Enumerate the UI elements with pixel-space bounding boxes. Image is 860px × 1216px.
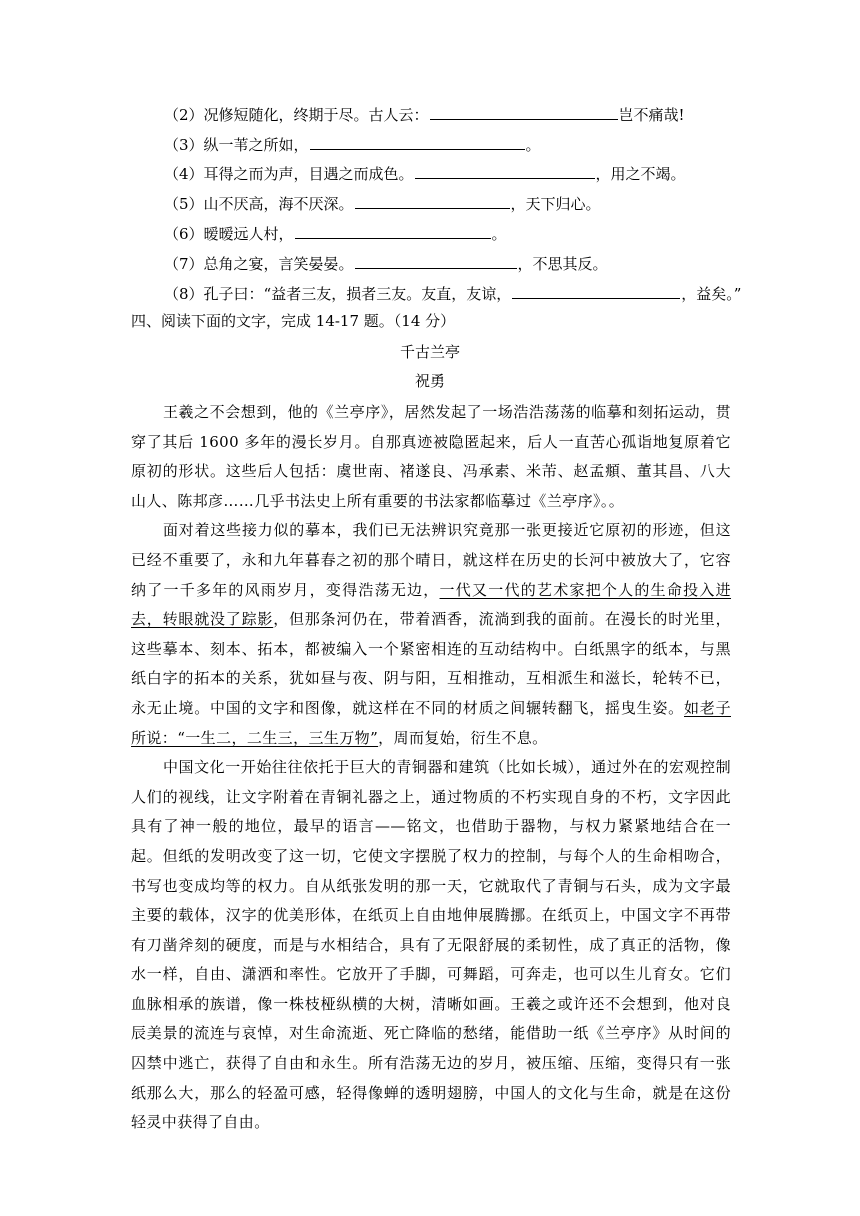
- fill-item-4: （4）耳得之而为声，目遇之而成色。 ，用之不竭。: [164, 165, 686, 183]
- answer-blank[interactable]: [415, 163, 595, 179]
- article-title: 千古兰亭: [399, 343, 460, 361]
- answer-blank[interactable]: [512, 283, 680, 299]
- underlined-sentence-2: 如老子所说：“一生二，二生三，三生万物”: [131, 698, 731, 747]
- fill-item-6: （6）暧暧远人村， 。: [164, 225, 507, 243]
- underlined-sentence-1: 一代又一代的艺术家把个人的生命投入进去，转眼就没了踪影: [131, 580, 732, 629]
- fill-item-7: （7）总角之宴，言笑晏晏。 ，不思其反。: [164, 255, 608, 273]
- answer-blank[interactable]: [295, 223, 491, 239]
- fill-item-8: （8）孔子曰：“益者三友，损者三友。友直，友谅， ，益矣。”: [164, 285, 742, 303]
- article-author: 祝勇: [414, 372, 445, 390]
- fill-item-5: （5）山不厌高，海不厌深。 ，天下归心。: [164, 195, 601, 213]
- answer-blank[interactable]: [430, 104, 618, 120]
- answer-blank[interactable]: [355, 193, 510, 209]
- answer-blank[interactable]: [355, 253, 517, 269]
- paragraph-1: 王羲之不会想到，他的《兰亭序》，居然发起了一场浩浩荡荡的临摹和刻拓运动，贯穿了其后 1600 多年的漫长岁月。自那真迹被隐匿起来，后人一直苦心孤诣地复原着它原初的形状。这些后人包括：虞世南、褚遂良、冯承素、米芾、赵孟頫、董其昌、八大山人、陈邦彦……几乎书法史上所有重要的书法家都临摹过《兰亭序》。。: [131, 403, 731, 510]
- paragraph-3: 中国文化一开始往往依托于巨大的青铜器和建筑（比如长城），通过外在的宏观控制人们的视线，让文字附着在青铜礼器之上，通过物质的不朽实现自身的不朽，文字因此具有了神一般的地位，最早的语言——铭文，也借助于器物，与权力紧紧地结合在一起。但纸的发明改变了这一切，它使文字摆脱了权力的控制，与每个人的生命相吻合，书写也变成均等的权力。自从纸张发明的那一天，它就取代了青铜与石头，成为文字最主要的载体，汉字的优美形体，在纸页上自由地伸展腾挪。在纸页上，中国文字不再带有刀凿斧刻的硬度，而是与水相结合，具有了无限舒展的柔韧性，成了真正的活物，像水一样，自由、潇洒和率性。它放开了手脚，可舞蹈，可奔走，也可以生儿育女。它们血脉相承的族谱，像一株枝桠纵横的大树，清晰如画。王羲之或许还不会想到，他对良辰美景的流连与哀悼，对生命流逝、死亡降临的愁绪，能借助一纸《兰亭序》从时间的囚禁中逃亡，获得了自由和永生。所有浩荡无边的岁月，被压缩、压缩，变得只有一张纸那么大，那么的轻盈可感，轻得像蝉的透明翅膀，中国人的文化与生命，就是在这份轻灵中获得了自由。: [131, 758, 731, 1132]
- fill-item-2: （2）况修短随化，终期于尽。古人云： 岂不痛哉!: [164, 106, 685, 124]
- paragraph-2: 面对着这些接力似的摹本，我们已无法辨识究竟那一张更接近它原初的形迹，但这已经不重要了，永和九年暮春之初的那个晴日，就这样在历史的长河中被放大了，它容纳了一千多年的风雨岁月，变得浩荡无边，一代又一代的艺术家把个人的生命投入进去，转眼就没了踪影，但那条河仍在，带着酒香，流淌到我的面前。在漫长的时光里，这些摹本、刻本、拓本，都被编入一个紧密相连的互动结构中。白纸黑字的纸本，与黑纸白字的拓本的关系，犹如昼与夜、阴与阳，互相推动，互相派生和滋长，轮转不已，永无止境。中国的文字和图像，就这样在不同的材质之间辗转翻飞，摇曳生姿。如老子所说：“一生二，二生三，三生万物”，周而复始，衍生不息。: [131, 521, 732, 747]
- section-heading: 四、阅读下面的文字，完成 14-17 题。（14 分）: [131, 312, 456, 330]
- fill-item-3: （3）纵一苇之所如， 。: [164, 136, 541, 154]
- article-body: [131, 398, 731, 1138]
- answer-blank[interactable]: [310, 134, 525, 150]
